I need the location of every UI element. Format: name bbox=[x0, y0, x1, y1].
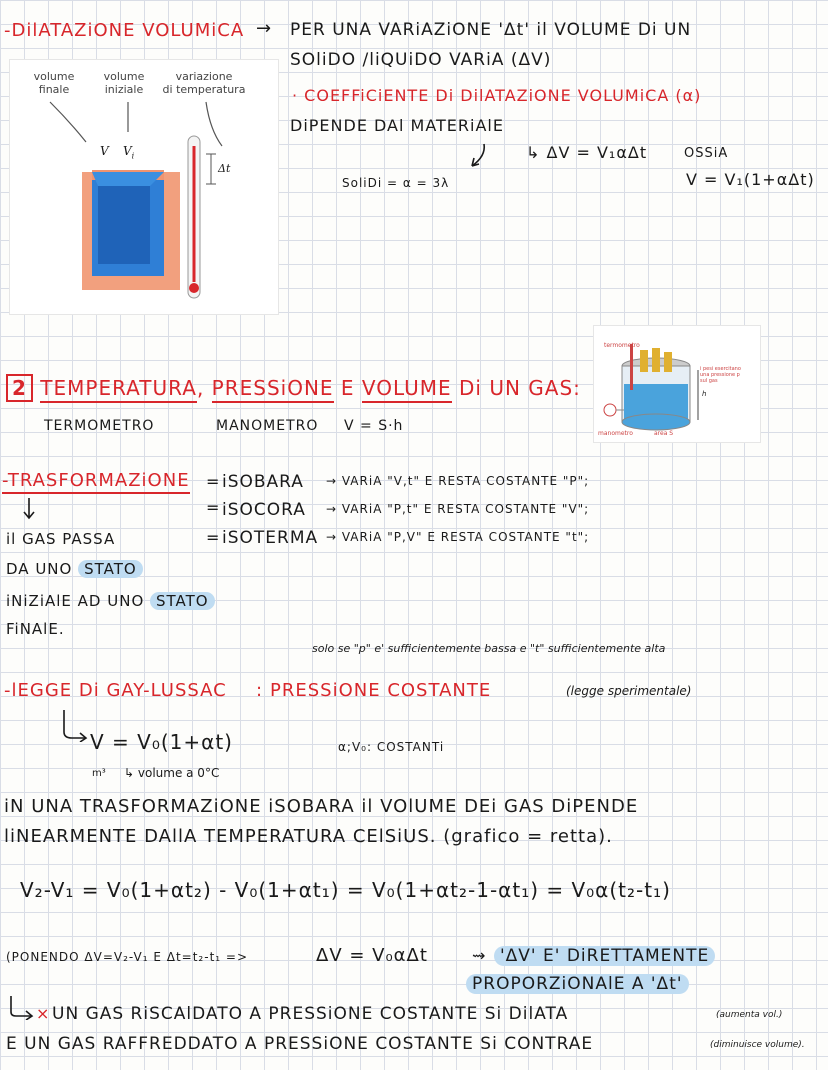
volume-word: VOLUME bbox=[362, 376, 452, 403]
isocora-desc: → VARiA "P,t" E RESTA COSTANTE "V"; bbox=[326, 502, 590, 516]
label-volume-iniziale: volume iniziale bbox=[103, 70, 145, 96]
gaylussac-colon: : bbox=[256, 680, 264, 701]
isoterma-desc: → VARiA "P,V" E RESTA COSTANTE "t"; bbox=[326, 530, 590, 544]
note-line1: il GAS PASSA bbox=[6, 530, 116, 548]
note-line3: iNiZiAlE AD UNO STATO bbox=[6, 592, 215, 610]
derivation-formula: V₂-V₁ = V₀(1+αt₂) - V₀(1+αt₁) = V₀(1+αt₂-1-αt₁) = V₀α(t₂-t₁) bbox=[20, 878, 671, 902]
coefficient-line: · COEFFiCiENTE Di DilATAZiONE VOLUMiCA (α) bbox=[292, 86, 702, 105]
gaylussac-title: -lEGGE Di GAY-LUSSAC bbox=[4, 680, 227, 701]
ossia-label: OSSiA bbox=[684, 146, 729, 161]
v-final-symbol: V bbox=[100, 144, 109, 158]
termometro-fig-label: termometro bbox=[604, 342, 640, 349]
ponendo-note: (PONENDO ΔV=V₂-V₁ E Δt=t₂-t₁ => bbox=[6, 950, 249, 964]
return-arrow-icon bbox=[8, 994, 36, 1020]
formula-V: V = V₁(1+αΔt) bbox=[686, 170, 815, 189]
final-line1-note: (aumenta vol.) bbox=[716, 1010, 783, 1020]
cross-mark: × bbox=[36, 1004, 51, 1023]
proportional-line2: PROPORZiONAlE A 'Δt' bbox=[466, 974, 689, 994]
eq-sign-3: = bbox=[206, 528, 221, 547]
volume-zero-note: ↳ volume a 0°C bbox=[124, 766, 220, 780]
section-number: 2 bbox=[6, 374, 33, 402]
v-initial-symbol: $V_i$ bbox=[123, 144, 135, 161]
eq-sign-2: = bbox=[206, 498, 221, 517]
isoterma-name: iSOTERMA bbox=[222, 528, 319, 548]
curved-arrow-icon bbox=[466, 142, 490, 170]
temperatura-word: TEMPERATURA bbox=[40, 376, 197, 403]
pesi-fig-label: i pesi esercitano una pressione p sul gas bbox=[700, 366, 741, 384]
final-line1: UN GAS RiSCAlDATO A PRESSiONE COSTANTE Si DilATA bbox=[52, 1004, 569, 1024]
section1-line2: SOliDO /liQUiDO VARiA (ΔV) bbox=[290, 50, 552, 70]
section1-title: -DilATAZiONE VOLUMiCA bbox=[4, 20, 245, 41]
final-line2: E UN GAS RAFFREDDATO A PRESSiONE COSTANTE Si CONTRAE bbox=[6, 1034, 594, 1054]
gas-word: Di UN GAS: bbox=[459, 376, 581, 400]
eq-sign: = bbox=[206, 472, 221, 491]
termometro-label: TERMOMETRO bbox=[44, 418, 155, 434]
e-word: E bbox=[340, 376, 355, 400]
legge-sperimentale: (legge sperimentale) bbox=[566, 684, 692, 698]
note-line2: DA UNO STATO bbox=[6, 560, 143, 578]
hook-arrow-icon bbox=[60, 708, 90, 742]
isocora-name: iSOCORA bbox=[222, 500, 306, 520]
down-arrow-icon bbox=[22, 498, 36, 522]
label-variazione-temp: variazione di temperatura bbox=[162, 70, 246, 96]
isobara-text-line2: liNEARMENTE DAllA TEMPERATURA CElSiUS. (grafico = retta). bbox=[4, 826, 613, 847]
condition-note: solo se "p" e' sufficientemente bassa e "t" sufficientemente alta bbox=[312, 642, 666, 655]
isobara-name: iSOBARA bbox=[222, 472, 304, 492]
section1-line1: PER UNA VARiAZiONE 'Δt' il VOLUME Di UN bbox=[290, 20, 692, 40]
pressione-word: PRESSiONE bbox=[212, 376, 334, 403]
delta-t-label: Δt bbox=[218, 162, 231, 175]
depends-line: DiPENDE DAl MATERiAlE bbox=[290, 116, 504, 135]
gaylussac-formula: V = V₀(1+αt) bbox=[90, 730, 233, 754]
arrow-icon: → bbox=[256, 18, 273, 39]
result-formula: ΔV = V₀αΔt bbox=[316, 945, 428, 966]
formula-deltaV: ↳ ΔV = V₁αΔt bbox=[526, 143, 648, 162]
pressione-costante: PRESSiONE COSTANTE bbox=[270, 680, 492, 701]
h-fig-label: h bbox=[702, 390, 707, 398]
costanti-note: α;V₀: COSTANTi bbox=[338, 740, 445, 754]
figure1-drawing bbox=[10, 60, 278, 314]
manometro-label: MANOMETRO bbox=[216, 418, 319, 434]
solidi-note: SoliDi = α = 3λ bbox=[342, 176, 450, 190]
section2-header: 2 TEMPERATURA, PRESSiONE E VOLUME Di UN GAS: bbox=[6, 376, 581, 400]
squiggle-arrow-icon: ⇝ bbox=[472, 946, 487, 965]
isobara-text-line1: iN UNA TRASFORMAZiONE iSOBARA il VOlUME DEi GAS DiPENDE bbox=[4, 796, 639, 817]
area-fig-label: area S bbox=[654, 430, 674, 437]
note-line4: FiNAlE. bbox=[6, 620, 65, 638]
volume-formula: V = S·h bbox=[344, 418, 404, 434]
final-line2-note: (diminuisce volume). bbox=[710, 1040, 805, 1050]
trasformazione-title: -TRASFORMAZiONE bbox=[2, 470, 190, 491]
unit-m3: m³ bbox=[92, 768, 106, 779]
isobara-desc: → VARiA "V,t" E RESTA COSTANTE "P"; bbox=[326, 474, 590, 488]
figure-volume-expansion bbox=[10, 60, 278, 314]
label-volume-finale: volume finale bbox=[33, 70, 75, 96]
proportional-line1: 'ΔV' E' DiRETTAMENTE bbox=[494, 946, 715, 966]
manometro-fig-label: manometro bbox=[598, 430, 633, 437]
figure-gas-cylinder bbox=[594, 326, 760, 442]
